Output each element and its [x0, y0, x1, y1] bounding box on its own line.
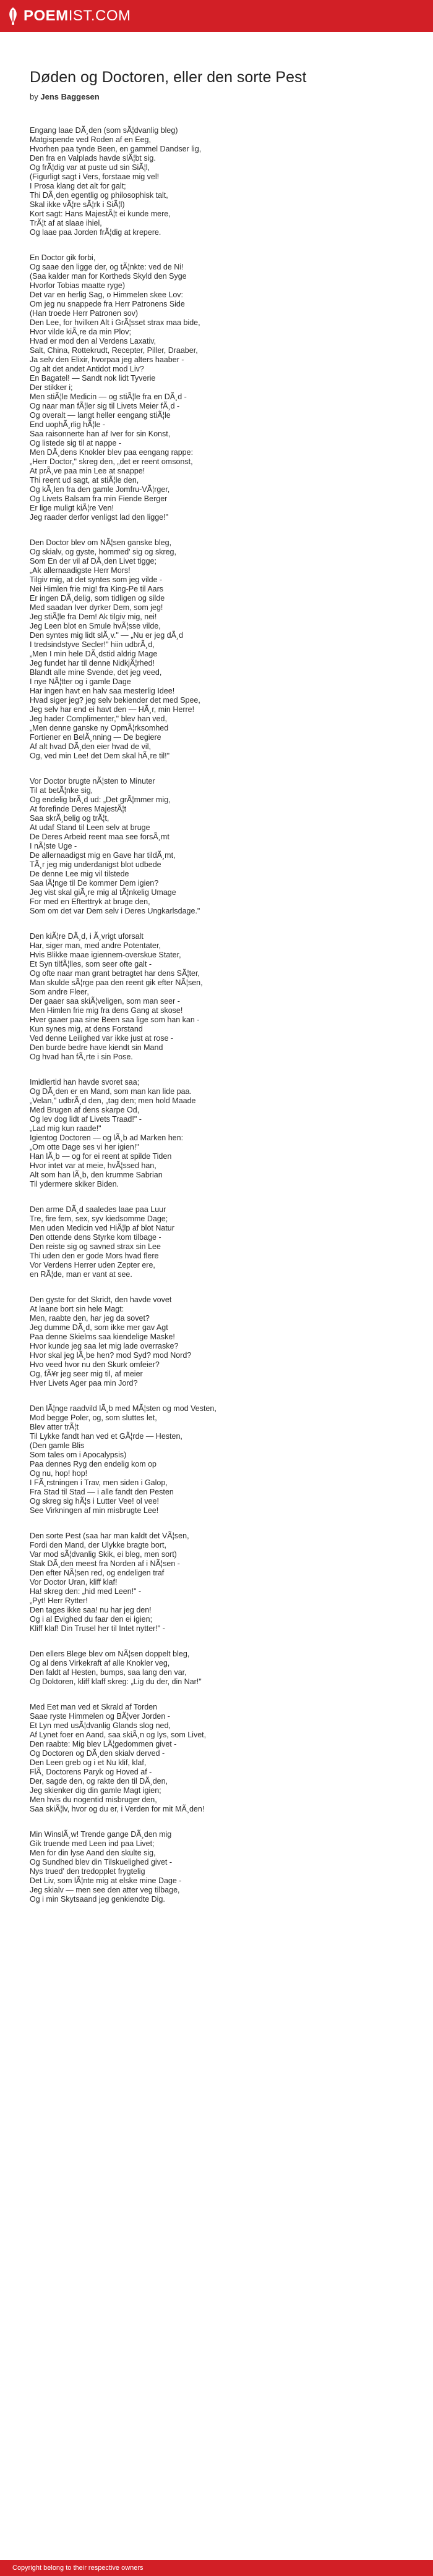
poem-line: Den faldt af Hesten, bumps, saa lang den var,: [30, 1668, 187, 1677]
poem-line: „Men denne ganske ny OpmÃ¦rksomhed: [30, 724, 169, 733]
poem-line: „Men I min hele DÃ¸dstid aldrig Mage: [30, 650, 158, 659]
poem-line: Den gyste for det Skridt, den havde vovet: [30, 1295, 172, 1305]
poem-line: Og skialv, og gyste, hommed' sig og skreg,: [30, 548, 176, 557]
poem-line: Jeg raader derfor venligst lad den ligge!": [30, 513, 169, 522]
poem-line: Et Syn tilfÃ¦lles, som seer ofte galt -: [30, 960, 152, 969]
poem-line: Men stiÃ¦le Medicin — og stiÃ¦le fra en DÃ¸d -: [30, 392, 187, 402]
logo-text-bold: POEM: [24, 7, 69, 24]
poem-line: Og skreg sig hÃ¦s i Lutter Vee! ol vee!: [30, 1497, 159, 1506]
poem-line: Thi uden den er gode Mors hvad flere: [30, 1252, 159, 1261]
poem-line: See Virkningen af min misbrugte Lee!: [30, 1506, 159, 1515]
poem-line: Saa skiÃ¦lv, hvor og du er, i Verden for mit MÃ¸den!: [30, 1805, 205, 1814]
poem-line: Om jeg nu snappede fra Herr Patronens Side: [30, 300, 185, 309]
byline-prefix: by: [30, 92, 38, 102]
poem-line: Som andre Fleer,: [30, 988, 89, 997]
poem-line: Hvo veed hvor nu den Skurk omfeier?: [30, 1360, 160, 1370]
poem-line: Han lÃ¸b — og for ei reent at spilde Tiden: [30, 1152, 172, 1161]
poem-line: Er ingen DÃ¸delig, som tidligen og silde: [30, 594, 165, 603]
poem-line: Kort sagt: Hans MajestÃ¦t ei kunde mere,: [30, 210, 171, 219]
poem-line: Og Doctoren og DÃ¸den skialv derved -: [30, 1749, 165, 1758]
poem-line: FlÃ¸ Doctorens Paryk og Hoved af -: [30, 1768, 152, 1777]
poem-line: Med Brugen af dens skarpe Od,: [30, 1106, 140, 1115]
poem-line: De denne Lee mig vil tilstede: [30, 870, 129, 879]
copyright-text: Copyright belong to their respective owners: [12, 2564, 144, 2572]
poem-line: Hvad er mod den al Verdens Laxativ,: [30, 337, 156, 346]
poem-line: I nye NÃ¦tter og i gamle Dage: [30, 677, 131, 687]
poem-line: Saa lÃ¦nge til De kommer Dem igien?: [30, 879, 159, 888]
poem-line: (Han troede Herr Patronen sov): [30, 309, 139, 318]
poem-line: Og frÃ¦dig var at puste ud sin SiÃ¦l,: [30, 163, 150, 172]
poem-line: Og laae paa Jorden frÃ¦dig at krepere.: [30, 228, 161, 237]
poem-line: Og DÃ¸den er en Mand, som man kan lide paa.: [30, 1087, 192, 1096]
poem-line: Den reiste sig og savned strax sin Lee: [30, 1242, 161, 1252]
poem-line: Hvad siger jeg? jeg selv bekiender det med Spee,: [30, 696, 200, 705]
poem-line: Og hvad han fÃ¸rte i sin Pose.: [30, 1053, 133, 1062]
poem-stanza: [30, 1650, 403, 1687]
poem-line: Den syntes mig lidt slÃ¸v." — „Nu er jeg dÃ¸d: [30, 631, 184, 640]
poem-line: Den Lee, for hvilken Alt i GrÃ¦sset strax maa bide,: [30, 318, 200, 328]
poem-line: Igientog Doctoren — og lÃ¸b ad Marken hen:: [30, 1133, 184, 1143]
poem-title: Døden og Doctoren, eller den sorte Pest: [30, 69, 307, 86]
poem-body: [30, 126, 403, 1904]
poem-line: Stak DÃ¸den meest fra Norden af i NÃ¦sen -: [30, 1559, 180, 1569]
poem-line: Til at betÃ¦nke sig,: [30, 786, 93, 795]
logo-text: [24, 7, 131, 25]
poem-stanza: [30, 538, 403, 761]
poem-line: Men for din lyse Aand den skulte sig,: [30, 1849, 156, 1858]
poem-line: Af alt hvad DÃ¸den eier hvad de vil,: [30, 742, 151, 752]
poem-line: Af Lynet foer en Aand, saa skiÃ¸n og lys, som Livet,: [30, 1731, 207, 1740]
poem-line: Som En der vil af DÃ¸den Livet tigge;: [30, 557, 156, 566]
poem-line: Ved denne Leilighed var ikke just at rose -: [30, 1034, 174, 1043]
poem-stanza: [30, 1295, 403, 1388]
poem-line: Et Lyn med usÃ¦dvanlig Glands slog ned,: [30, 1721, 171, 1731]
poem-line: Hvis Blikke maae igiennem-overskue Stater,: [30, 951, 181, 960]
poem-line: Den raabte: Mig blev LÃ¦gedommen givet -: [30, 1740, 177, 1749]
poem-line: Men hvis du nogentid misbruger den,: [30, 1795, 157, 1805]
poem-line: Kun synes mig, at dens Forstand: [30, 1025, 143, 1034]
poem-line: Den burde bedre have kiendt sin Mand: [30, 1043, 163, 1053]
poem-line: Thi reent ud sagt, at stiÃ¦le den,: [30, 476, 139, 485]
poem-line: Vor Doctor Uran, kliff klaf!: [30, 1578, 118, 1587]
poem-line: En Bagatel! — Sandt nok lidt Tyverie: [30, 374, 156, 383]
poem-line: Til ydermere skiker Biden.: [30, 1180, 119, 1189]
poem-line: Som tales om i Apocalypsis): [30, 1451, 127, 1460]
poem-line: Nys trued' den tredopplet frygtelig: [30, 1867, 145, 1876]
poem-line: Men Himlen frie mig fra dens Gang at skose!: [30, 1006, 183, 1015]
poem-line: Og Livets Balsam fra min Fiende Berger: [30, 494, 168, 504]
poem-line: Hvor intet var at meie, hvÃ¦ssed han,: [30, 1161, 156, 1171]
poem-line: I Prosa klang det alt for galt;: [30, 182, 126, 191]
poem-stanza: [30, 126, 403, 237]
poem-line: Hver Livets Ager paa min Jord?: [30, 1379, 138, 1388]
poem-line: TrÃ¦t af at slaae ihiel,: [30, 219, 102, 228]
poem-line: Med Eet man ved et Skrald af Torden: [30, 1703, 158, 1712]
poem-line: De allernaadigst mig en Gave har tildÃ¸mt,: [30, 851, 176, 860]
poem-line: Paa dennes Ryg den endelig kom op: [30, 1460, 157, 1469]
poem-stanza: [30, 1205, 403, 1279]
poem-line: At prÃ¸ve paa min Lee at snappe!: [30, 467, 145, 476]
poem-line: (Saa kalder man for Kortheds Skyld den Syge: [30, 272, 187, 281]
poem-line: Der, sagde den, og rakte den til DÃ¸den,: [30, 1777, 168, 1786]
poem-line: At laane bort sin hele Magt:: [30, 1305, 124, 1314]
poem-line: Paa denne Skielms saa kiendelige Maske!: [30, 1332, 175, 1342]
poem-line: Den tages ikke saa! nu har jeg den!: [30, 1606, 152, 1615]
poem-line: Den fra en Valplads havde slÃ¦bt sig.: [30, 154, 156, 163]
author-link[interactable]: Jens Baggesen: [40, 92, 100, 102]
poem-line: Og i al Evighed du faar den ei igien;: [30, 1615, 153, 1624]
poem-line: Blev atter trÃ¦t: [30, 1423, 79, 1432]
poem-line: Engang laae DÃ¸den (som sÃ¦dvanlig bleg): [30, 126, 178, 135]
poem-line: Imidlertid han havde svoret saa;: [30, 1078, 140, 1087]
poem-line: en RÃ¦de, man er vant at see.: [30, 1270, 132, 1279]
poem-line: Med saadan Iver dyrker Dem, som jeg!: [30, 603, 163, 612]
feather-pen-icon: [6, 7, 20, 25]
poem-stanza: [30, 1532, 403, 1633]
poem-line: I FÃ¸rstningen i Trav, men siden i Galop,: [30, 1478, 168, 1488]
poem-line: Som om det var Dem selv i Deres Ungkarlsdage.": [30, 907, 200, 916]
poem-line: Og nu, hop! hop!: [30, 1469, 88, 1478]
poem-stanza: [30, 253, 403, 522]
poem-line: Men uden Medicin ved HiÃ¦lp af blot Natur: [30, 1224, 174, 1233]
poem-line: Har ingen havt en halv saa mesterlig Idee!: [30, 687, 175, 696]
poem-line: Og lev dog lidt af Livets Traad!" -: [30, 1115, 142, 1124]
poem-line: Jeg skienker dig din gamle Magt igien;: [30, 1786, 161, 1795]
poem-line: Blandt alle mine Svende, det jeg veed,: [30, 668, 162, 677]
poem-line: Thi DÃ¸den egentlig og philosophisk talt,: [30, 191, 168, 200]
poem-line: Fortiener en BelÃ¸nning — De begiere: [30, 733, 161, 742]
poem-line: Den Doctor blev om NÃ¦sen ganske bleg,: [30, 538, 172, 548]
poem-line: Den ottende dens Styrke kom tilbage -: [30, 1233, 161, 1242]
poem-line: Jeg fundet har til denne NidkjÃ¦rhed!: [30, 659, 155, 668]
poem-line: Jeg dumme DÃ¸d, som ikke mer gav Agt: [30, 1323, 168, 1332]
poem-line: Fra Stad til Stad — i alle fandt den Pesten: [30, 1488, 174, 1497]
poem-line: „Ak allernaadigste Herr Mors!: [30, 566, 131, 575]
poem-stanza: [30, 777, 403, 916]
poem-line: Gik truende med Leen ind paa Livet;: [30, 1839, 155, 1849]
poem-line: Og alt det andet Antidot mod Liv?: [30, 365, 144, 374]
poem-line: De Deres Arbeid reent maa see forsÃ¸mt: [30, 833, 169, 842]
poem-line: Tilgiv mig, at det syntes som jeg vilde -: [30, 575, 163, 585]
poem-line: Fordi den Mand, der Ulykke bragte bort,: [30, 1541, 166, 1550]
poem-line: Tre, fire fem, sex, syv kiedsomme Dage;: [30, 1214, 168, 1224]
poem-line: Jeg stiÃ¦le fra Dem! Ak tilgiv mig, nei!: [30, 612, 157, 622]
poem-line: Den kiÃ¦re DÃ¸d, i Ã¸vrigt uforsalt: [30, 932, 144, 941]
poem-stanza: [30, 932, 403, 1062]
poem-line: Nei Himlen frie mig! fra King-Pe til Aars: [30, 585, 164, 594]
site-logo[interactable]: [6, 7, 131, 25]
poem-line: Jeg vist skal giÃ¸re mig al tÃ¦nkelig Umage: [30, 888, 176, 897]
poem-line: Jeg Leen blot en Smule hvÃ¦sse vilde,: [30, 622, 161, 631]
poem-line: Og overalt — langt heller eengang stiÃ¦le: [30, 411, 171, 420]
poem-content: [0, 32, 433, 1904]
poem-stanza: [30, 1703, 403, 1814]
poem-line: Hvor skal jeg lÃ¸be hen? mod Syd? mod Nord?: [30, 1351, 192, 1360]
poem-line: Og saae den ligge der, og tÃ¦nkte: ved de Ni!: [30, 263, 184, 272]
poem-line: Hvorhen paa tynde Been, en gammel Dandser lig,: [30, 145, 202, 154]
site-footer: [0, 2560, 433, 2576]
poem-line: Skal ikke vÃ¦re sÃ¦rk i SiÃ¦l): [30, 200, 125, 210]
poem-line: Mod begge Poler, og, som sluttes let,: [30, 1413, 157, 1423]
poem-line: Matgispende ved Roden af en Eeg,: [30, 135, 151, 145]
poem-line: TÃ¸r jeg mig underdanigst blot udbede: [30, 860, 161, 870]
poem-line: (Den gamle Blis: [30, 1441, 85, 1451]
poem-line: Er lige muligt kiÃ¦re Ven!: [30, 504, 114, 513]
poem-line: Der gaaer saa skiÃ¦veligen, som man seer -: [30, 997, 180, 1006]
poem-line: Hvor vilde kiÃ¸re da min Plov;: [30, 328, 131, 337]
poem-line: Det Liv, som lÃ¦nte mig at elske mine Dage -: [30, 1876, 182, 1886]
poem-line: Det var en herlig Sag, o Himmelen skee Lov:: [30, 290, 184, 300]
poem-line: I tredsindstyve Secler!" hiin udbrÃ¸d,: [30, 640, 155, 650]
poem-line: En Doctor gik forbi,: [30, 253, 96, 263]
poem-line: Ha! skreg den: „hid med Leen!" -: [30, 1587, 142, 1596]
poem-stanza: [30, 1078, 403, 1189]
poem-line: Alt som han lÃ¸b, den krumme Sabrian: [30, 1171, 163, 1180]
poem-line: Jeg selv har end ei havt den — HÃ¸r, min Herre!: [30, 705, 195, 714]
poem-line: Vor Verdens Herrer uden Zepter ere,: [30, 1261, 155, 1270]
poem-line: Den arme DÃ¸d saaledes laae paa Luur: [30, 1205, 166, 1214]
poem-line: Saae ryste Himmelen og BÃ¦ver Jorden -: [30, 1712, 170, 1721]
poem-line: Og endelig brÃ¸d ud: „Det grÃ¦mmer mig,: [30, 795, 171, 805]
poem-line: Har, siger man, med andre Potentater,: [30, 941, 161, 951]
poem-line: Kliff klaf! Din Trusel her til Intet nytter!" -: [30, 1624, 165, 1633]
poem-line: I nÃ¦ste Uge -: [30, 842, 77, 851]
poem-line: Og ofte naar man grant betragtet har dens SÃ¦ter,: [30, 969, 200, 978]
poem-line: Saa raisonnerte han af Iver for sin Konst,: [30, 430, 171, 439]
poem-line: Men, raabte den, har jeg da sovet?: [30, 1314, 150, 1323]
byline: [30, 92, 403, 101]
poem-line: Den Leen greb og i et Nu klif, klaf,: [30, 1758, 147, 1768]
poem-line: (Figurligt sagt i Vers, forstaae mig vel!: [30, 172, 160, 182]
poem-line: End uophÃ¸rlig hÃ¦le -: [30, 420, 106, 430]
poem-line: Den efter NÃ¦sen red, og endeligen traf: [30, 1569, 165, 1578]
poem-line: „Herr Doctor," skreg den, „det er reent omsonst,: [30, 457, 193, 467]
poem-stanza: [30, 1404, 403, 1515]
poem-line: At udaf Stand til Leen selv at bruge: [30, 823, 150, 833]
poem-line: Min WinslÃ¸w! Trende gange DÃ¸den mig: [30, 1830, 172, 1839]
poem-line: Og, fÃ¥r jeg seer mig til, af meier: [30, 1370, 143, 1379]
poem-line: Ja selv den Elixir, hvorpaa jeg alters haaber -: [30, 355, 184, 365]
poem-line: Og Doktoren, kliff klaff skreg: „Lig du der, din Nar!": [30, 1677, 202, 1687]
poem-line: Jeg skialv — men see den atter veg tilbage,: [30, 1886, 180, 1895]
poem-line: Den ellers Blege blev om NÃ¦sen doppelt bleg,: [30, 1650, 190, 1659]
poem-line: „Velan," udbrÃ¸d den, „tag den; men hold Maade: [30, 1096, 196, 1106]
poem-line: Hver gaaer paa sine Been saa lige som han kan -: [30, 1015, 200, 1025]
poem-line: Og listede sig til at nappe -: [30, 439, 121, 448]
poem-line: For med en Efterttryk at bruge den,: [30, 897, 150, 907]
poem-line: Og, ved min Lee! det Dem skal hÃ¸re til!": [30, 752, 170, 761]
poem-line: Hvor kunde jeg saa let mig lade overraske?: [30, 1342, 179, 1351]
poem-line: Salt, China, Rottekrudt, Recepter, Piller, Draaber,: [30, 346, 198, 355]
poem-line: Og al dens Virkekraft af alle Knokler veg,: [30, 1659, 170, 1668]
poem-stanza: [30, 1830, 403, 1904]
poem-line: Og Sundhed blev din Tilskuelighed givet -: [30, 1858, 173, 1867]
poem-line: „Pyt! Herr Rytter!: [30, 1596, 88, 1606]
poem-line: Men DÃ¸dens Knokler blev paa eengang rappe:: [30, 448, 194, 457]
poem-line: Og kÃ¸len fra den gamle Jomfru-VÃ¦rger,: [30, 485, 170, 494]
site-header: [0, 0, 433, 32]
poem-line: „Om otte Dage ses vi her igien!": [30, 1143, 139, 1152]
poem-line: Man skulde sÃ¦rge paa den reent gik efter NÃ¦sen,: [30, 978, 203, 988]
poem-line: Og i min Skytsaand jeg genkiendte Dig.: [30, 1895, 165, 1904]
poem-line: „Lad mig kun raade!": [30, 1124, 101, 1133]
poem-line: Der stikker i;: [30, 383, 73, 392]
poem-line: Og naar man fÃ¦ler sig til Livets Meier fÃ¸d -: [30, 402, 180, 411]
poem-line: Var mod sÃ¦dvanlig Skik, ei bleg, men sort): [30, 1550, 177, 1559]
logo-text-rest: IST.COM: [68, 7, 131, 24]
poem-line: Saa skrÃ¸belig og trÃ¦t,: [30, 814, 109, 823]
poem-line: Jeg hader Complimenter," blev han ved,: [30, 714, 167, 724]
poem-line: Vor Doctor brugte nÃ¦sten to Minuter: [30, 777, 155, 786]
poem-line: Hvorfor Tobias maatte ryge): [30, 281, 125, 290]
poem-line: Til Lykke fandt han ved et GÃ¦rde — Hesten,: [30, 1432, 182, 1441]
poem-line: Den lÃ¦nge raadvild lÃ¸b med MÃ¦sten og mod Vesten,: [30, 1404, 216, 1413]
poem-line: Den sorte Pest (saa har man kaldt det VÃ¦sen,: [30, 1532, 189, 1541]
poem-line: At forefinde Deres MajestÃ¦t: [30, 805, 127, 814]
